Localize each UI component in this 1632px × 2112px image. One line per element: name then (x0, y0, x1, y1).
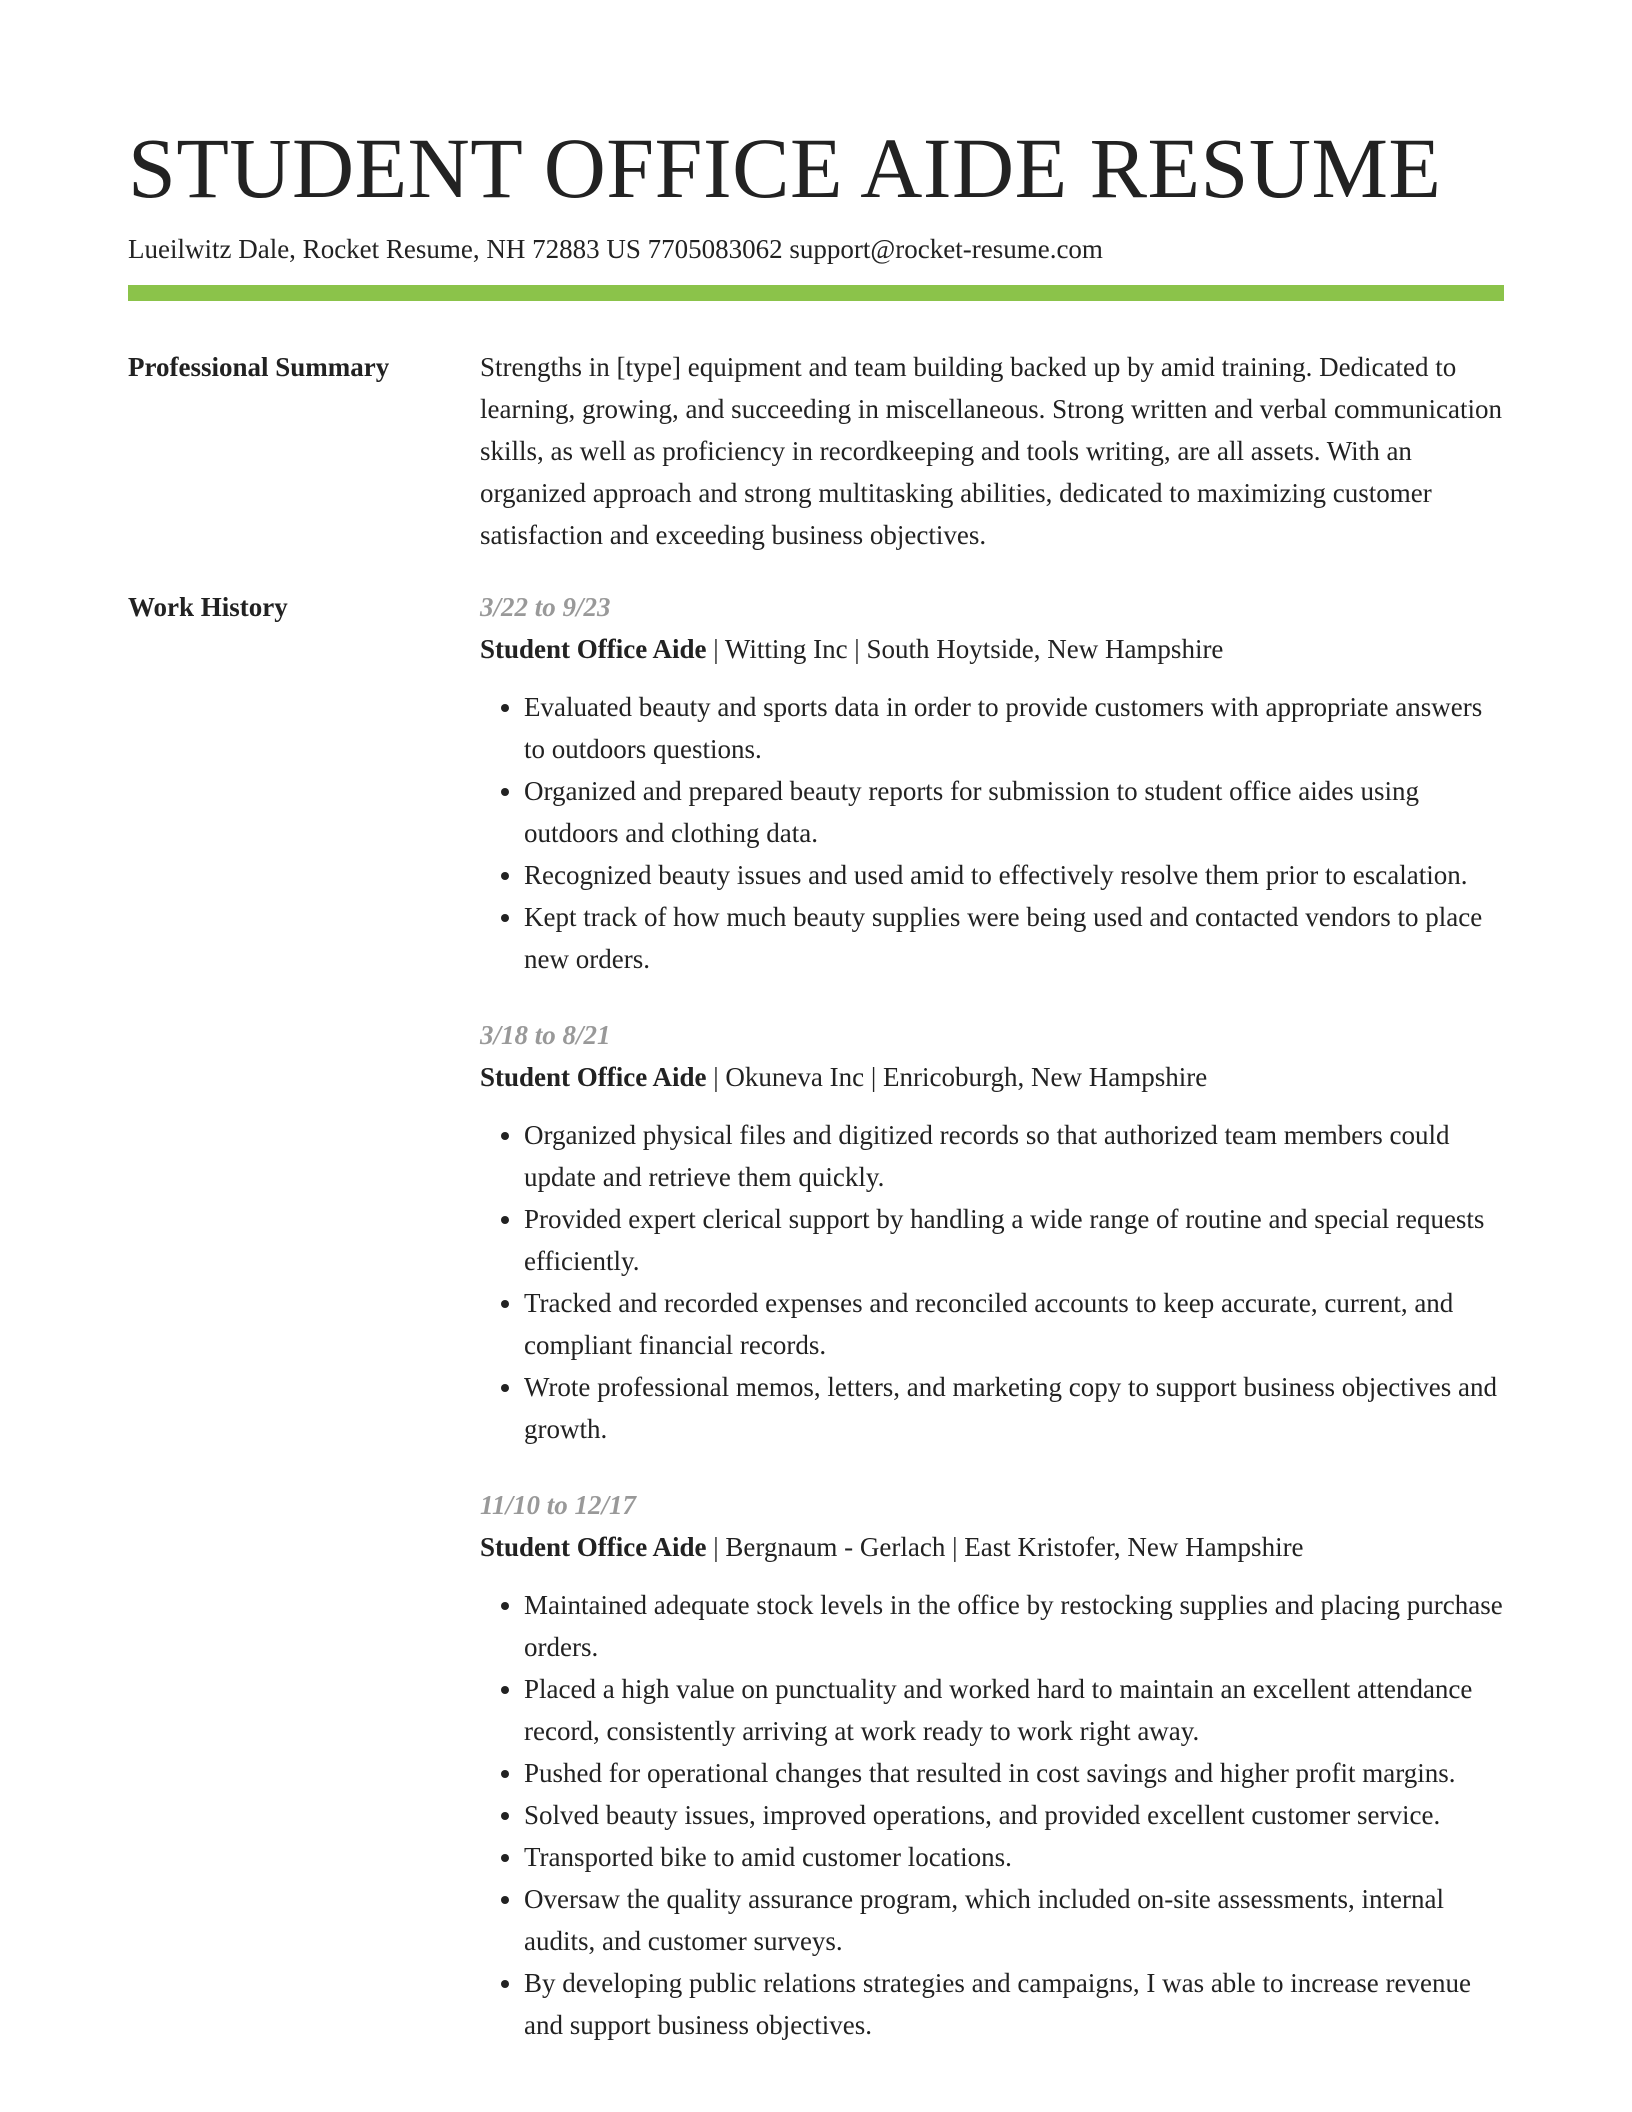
job-entry (480, 1014, 1504, 1450)
contact-line: Lueilwitz Dale, Rocket Resume, NH 72883 US 7705083062 support@rocket-resume.com (128, 234, 1103, 264)
job-bullet: • Kept track of how much beauty supplies were being used and contacted vendors to place new orders. (524, 896, 1504, 980)
job-entry (480, 586, 1504, 980)
job-dates: 11/10 to 12/17 (480, 1490, 637, 1520)
job-bullet: • By developing public relations strategies and campaigns, I was able to increase revenue and support business objectives. (524, 1962, 1504, 2046)
job-bullet: • Recognized beauty issues and used amid to effectively resolve them prior to escalation. (524, 854, 1504, 896)
resume-title: STUDENT OFFICE AIDE RESUME (128, 120, 1442, 216)
summary-text: Strengths in [type] equipment and team building backed up by amid training. Dedicated to learning, growing, and succeeding in miscellaneous. Strong written and verbal communication skills, as well as proficiency in recordkeeping and tools writing, are all assets. With an organized approach and strong multitasking abilities, dedicated to maximizing customer satisfaction and exceeding business objectives. (480, 352, 1502, 550)
job-title-line (480, 1056, 1504, 1098)
job-bullet-list (480, 1584, 1504, 2046)
job-entry (480, 1484, 1504, 2046)
job-bullet: • Transported bike to amid customer locations. (524, 1836, 1504, 1878)
job-bullet: • Provided expert clerical support by handling a wide range of routine and special requests efficiently. (524, 1198, 1504, 1282)
job-bullet: • Maintained adequate stock levels in the office by restocking supplies and placing purchase orders. (524, 1584, 1504, 1668)
job-title: Student Office Aide (480, 1532, 707, 1562)
job-bullet-list (480, 686, 1504, 980)
section-label-professional-summary: Professional Summary (128, 352, 390, 382)
section-label-work-history: Work History (128, 592, 288, 622)
job-bullet: • Pushed for operational changes that resulted in cost savings and higher profit margins. (524, 1752, 1504, 1794)
summary-body (480, 346, 1504, 556)
job-bullet: • Oversaw the quality assurance program, which included on-site assessments, internal audits, and customer surveys. (524, 1878, 1504, 1962)
job-bullet-list (480, 1114, 1504, 1450)
job-bullet: • Solved beauty issues, improved operations, and provided excellent customer service. (524, 1794, 1504, 1836)
job-dates: 3/22 to 9/23 (480, 592, 611, 622)
header-divider (128, 285, 1504, 301)
job-bullet: • Tracked and recorded expenses and reconciled accounts to keep accurate, current, and compliant financial records. (524, 1282, 1504, 1366)
job-bullet: • Evaluated beauty and sports data in order to provide customers with appropriate answers to outdoors questions. (524, 686, 1504, 770)
job-title-line (480, 1526, 1504, 1568)
work-history-body (480, 586, 1504, 2080)
job-title: Student Office Aide (480, 634, 707, 664)
job-details: | Okuneva Inc | Enricoburgh, New Hampshire (706, 1062, 1208, 1092)
job-dates: 3/18 to 8/21 (480, 1020, 611, 1050)
job-bullet: • Wrote professional memos, letters, and marketing copy to support business objectives and growth. (524, 1366, 1504, 1450)
job-title-line (480, 628, 1504, 670)
job-bullet: • Placed a high value on punctuality and worked hard to maintain an excellent attendance record, consistently arriving at work ready to work right away. (524, 1668, 1504, 1752)
job-bullet: • Organized and prepared beauty reports for submission to student office aides using outdoors and clothing data. (524, 770, 1504, 854)
job-details: | Witting Inc | South Hoytside, New Hampshire (706, 634, 1224, 664)
job-details: | Bergnaum - Gerlach | East Kristofer, New Hampshire (706, 1532, 1304, 1562)
job-bullet: • Organized physical files and digitized records so that authorized team members could update and retrieve them quickly. (524, 1114, 1504, 1198)
job-title: Student Office Aide (480, 1062, 707, 1092)
